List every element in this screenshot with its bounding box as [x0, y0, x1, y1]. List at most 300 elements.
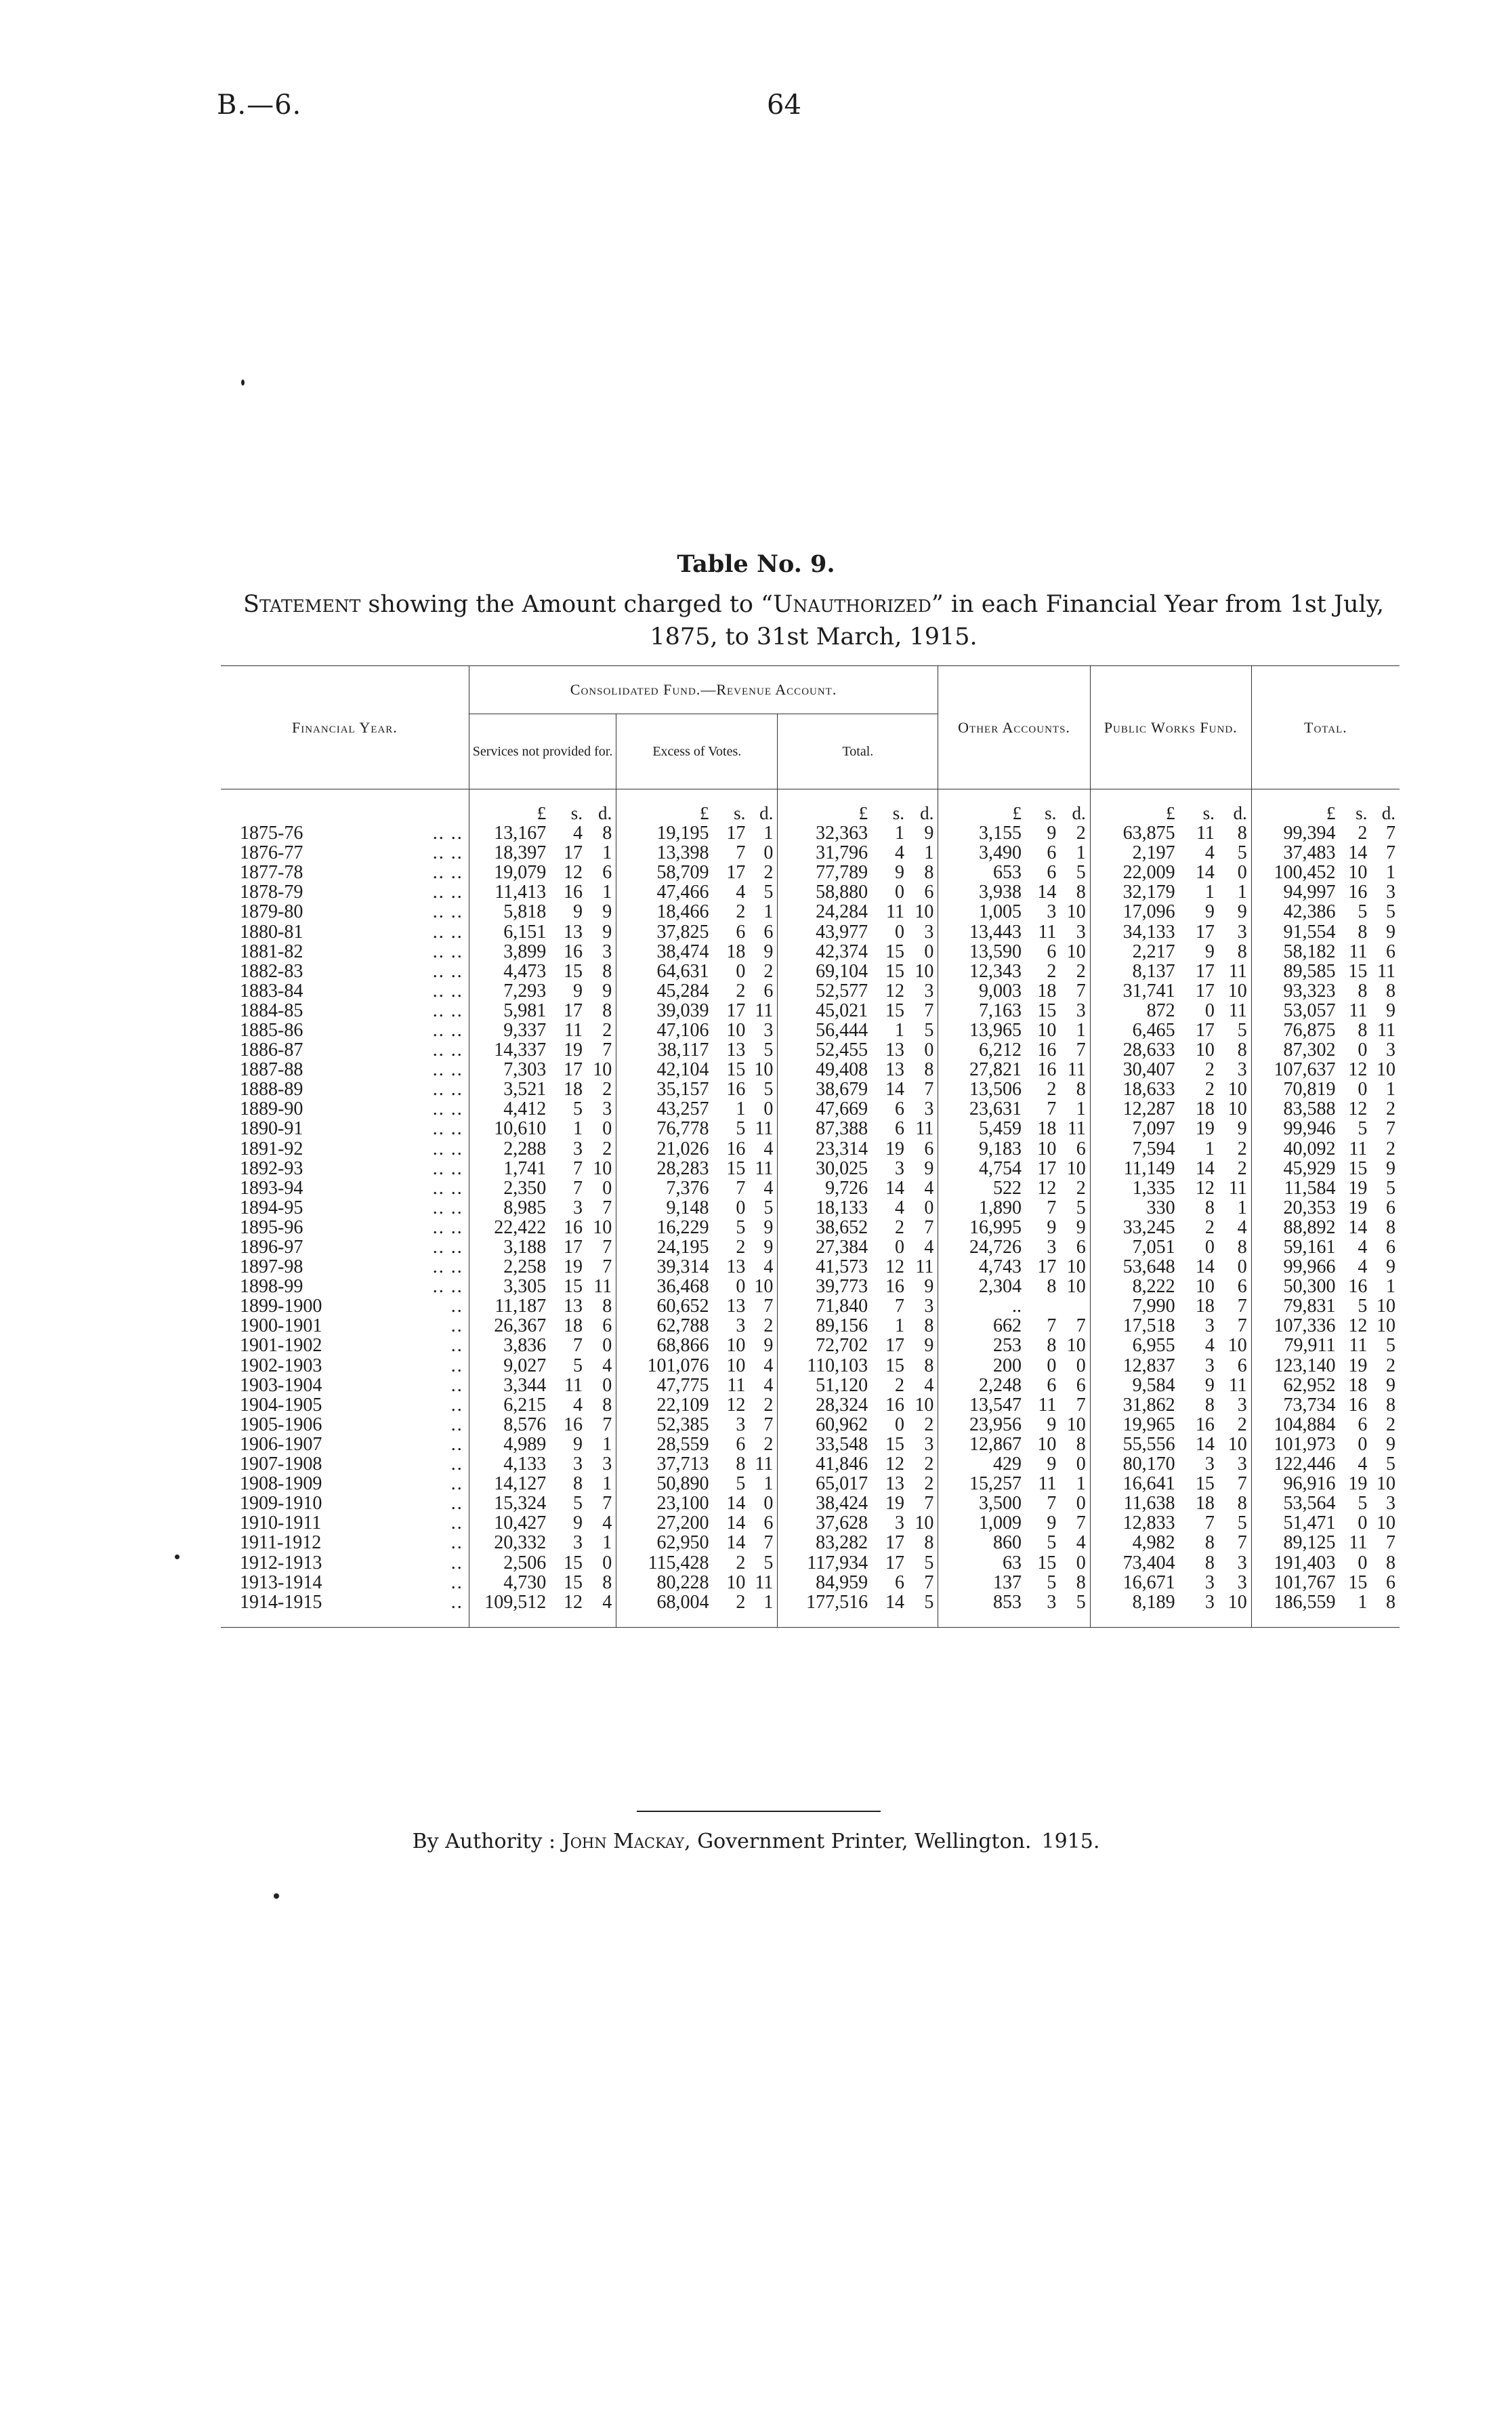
subtitle-text-after: ” in each Financial Year from 1st July, 1875, to 31st March, 1915.	[650, 591, 1385, 651]
financial-year-cell: 1886-87	[240, 1039, 303, 1061]
table-row	[221, 1435, 1400, 1454]
document-reference: B.—6.	[217, 89, 302, 121]
services-shillings-cell: 16	[563, 1414, 583, 1435]
total-cf-pence-cell: 10	[907, 1395, 938, 1415]
excess-pence-cell: 0	[748, 843, 777, 863]
total-cf-pence-cell: 0	[907, 1040, 938, 1060]
statement-table-container	[221, 665, 1400, 1748]
total-pounds-cell: 99,394	[1283, 823, 1336, 844]
other-pounds-cell: 3,938	[978, 882, 1022, 903]
services-shillings-cell: 18	[563, 1079, 583, 1100]
total-cf-pounds-cell: 87,388	[816, 1118, 868, 1140]
excess-pence-cell: 4	[748, 1178, 777, 1198]
total-pounds-cell: 59,161	[1283, 1237, 1336, 1258]
public-pence-cell: 3	[1217, 1060, 1251, 1079]
total-cf-pence-cell: 9	[907, 1277, 938, 1296]
excess-pounds-cell: 27,200	[656, 1512, 709, 1534]
total-cf-pence-cell: 6	[907, 882, 938, 902]
public-pence-cell: 3	[1217, 1395, 1251, 1415]
total-cf-shillings-cell: 19	[885, 1493, 904, 1515]
other-pounds-cell: 7,163	[978, 1000, 1022, 1021]
services-shillings-cell: 4	[572, 1394, 583, 1416]
other-pounds-cell: 63	[1002, 1552, 1022, 1573]
public-pence-cell: 5	[1217, 843, 1251, 863]
unit-shillings: s.	[570, 803, 583, 823]
total-cf-shillings-cell: 7	[894, 1296, 904, 1317]
other-pence-cell: 5	[1059, 1592, 1090, 1612]
public-pounds-cell: 12,833	[1122, 1512, 1175, 1534]
other-pounds-cell: 860	[992, 1532, 1022, 1554]
table-row	[221, 1336, 1400, 1355]
table-row	[221, 882, 1400, 902]
services-pounds-cell: 11,413	[495, 882, 547, 903]
table-end-cell	[585, 1612, 616, 1628]
total-pence-cell: 10	[1377, 1296, 1395, 1317]
total-pounds-cell: 73,734	[1283, 1394, 1336, 1416]
subtitle-lead: Statement	[243, 591, 361, 618]
other-pounds-cell: 4,754	[978, 1157, 1022, 1179]
financial-year-cell: 1890-91	[240, 1118, 303, 1140]
other-shillings-cell: 10	[1037, 1019, 1057, 1041]
excess-shillings-cell: 1	[736, 1098, 746, 1120]
services-pence-cell: 10	[585, 1159, 616, 1178]
public-pence-cell: 6	[1217, 1277, 1251, 1296]
other-pence-cell: 8	[1059, 1573, 1090, 1592]
other-pounds-cell: ..	[1011, 1296, 1022, 1317]
total-cf-shillings-cell: 15	[885, 1355, 904, 1376]
other-pounds-cell: 3,500	[978, 1493, 1022, 1515]
excess-pounds-cell: 35,157	[656, 1079, 709, 1100]
total-cf-shillings-cell: 1	[894, 1019, 904, 1041]
public-shillings-cell: 3	[1204, 1571, 1215, 1593]
other-shillings-cell: 5	[1047, 1571, 1057, 1593]
services-shillings-cell: 19	[563, 1256, 583, 1278]
total-cf-pounds-cell: 52,455	[816, 1039, 868, 1061]
services-pence-cell: 4	[585, 1513, 616, 1533]
other-pence-cell: 8	[1059, 1079, 1090, 1099]
excess-shillings-cell: 14	[726, 1532, 746, 1554]
total-cf-pounds-cell: 65,017	[816, 1473, 868, 1495]
total-cf-pounds-cell: 117,934	[807, 1552, 868, 1573]
services-shillings-cell: 12	[563, 862, 583, 884]
services-pounds-cell: 6,151	[503, 921, 547, 943]
excess-pence-cell: 9	[748, 1237, 777, 1257]
unit-pence: d.	[1381, 803, 1395, 823]
public-pence-cell: 7	[1217, 1533, 1251, 1552]
public-pounds-cell: 6,465	[1132, 1019, 1175, 1041]
other-shillings-cell: 7	[1047, 1098, 1057, 1120]
public-shillings-cell: 12	[1195, 1177, 1215, 1199]
leader-dots: .. ..	[329, 823, 469, 843]
services-shillings-cell: 17	[563, 1000, 583, 1021]
table-row	[221, 1376, 1400, 1395]
table-row	[221, 1415, 1400, 1435]
total-cf-pounds-cell: 18,133	[816, 1197, 868, 1218]
total-cf-pence-cell: 3	[907, 1296, 938, 1316]
excess-pounds-cell: 28,283	[656, 1157, 709, 1179]
table-row	[221, 1316, 1400, 1336]
header-services-not-provided: Services not provided for.	[469, 714, 616, 789]
total-cf-shillings-cell: 13	[885, 1059, 904, 1081]
other-pounds-cell: 13,965	[969, 1019, 1022, 1041]
other-pounds-cell: 5,459	[978, 1118, 1022, 1140]
public-shillings-cell: 3	[1204, 1315, 1215, 1337]
total-cf-pounds-cell: 56,444	[816, 1019, 868, 1041]
financial-year-cell: 1907-1908	[240, 1454, 322, 1475]
excess-pounds-cell: 37,713	[656, 1454, 709, 1475]
financial-year-cell: 1884-85	[240, 1000, 303, 1021]
excess-pounds-cell: 19,195	[656, 823, 709, 844]
services-pounds-cell: 20,332	[494, 1532, 547, 1554]
leader-dots: ..	[329, 1592, 469, 1612]
services-pence-cell: 7	[585, 1494, 616, 1513]
leader-dots: ..	[329, 1494, 469, 1513]
public-pence-cell: 8	[1217, 1237, 1251, 1257]
leader-dots: .. ..	[329, 981, 469, 1001]
excess-pence-cell: 10	[748, 1277, 777, 1296]
header-excess-of-votes: Excess of Votes.	[616, 714, 778, 789]
table-row	[221, 1178, 1400, 1198]
total-cf-shillings-cell: 19	[885, 1138, 904, 1159]
excess-pence-cell: 9	[748, 1336, 777, 1355]
other-pounds-cell: 16,995	[969, 1216, 1022, 1238]
excess-pounds-cell: 80,228	[656, 1571, 709, 1593]
other-shillings-cell: 2	[1047, 1079, 1057, 1100]
other-pence-cell: 1	[1059, 1099, 1090, 1119]
table-end-cell	[469, 1612, 554, 1628]
total-pence-cell: 2	[1386, 1355, 1395, 1376]
services-pence-cell: 8	[585, 962, 616, 981]
services-pence-cell: 7	[585, 1237, 616, 1257]
services-shillings-cell: 7	[572, 1335, 583, 1357]
total-cf-pounds-cell: 52,577	[816, 980, 868, 1002]
table-end-cell	[748, 1612, 777, 1628]
total-cf-shillings-cell: 17	[885, 1532, 904, 1554]
excess-pence-cell: 1	[748, 823, 777, 843]
excess-pence-cell: 11	[748, 1119, 777, 1138]
total-cf-pounds-cell: 89,156	[816, 1315, 868, 1337]
total-pence-cell: 8	[1386, 980, 1395, 1002]
total-shillings-cell: 16	[1348, 1394, 1368, 1416]
excess-shillings-cell: 10	[726, 1019, 746, 1041]
services-shillings-cell: 16	[563, 1216, 583, 1238]
table-row	[221, 942, 1400, 962]
table-end-cell	[907, 1612, 938, 1628]
total-cf-pounds-cell: 28,324	[816, 1394, 868, 1416]
total-pounds-cell: 62,952	[1283, 1374, 1336, 1396]
public-shillings-cell: 19	[1195, 1118, 1215, 1140]
public-pence-cell: 2	[1217, 1159, 1251, 1178]
excess-pence-cell: 2	[748, 1395, 777, 1415]
excess-shillings-cell: 17	[726, 823, 746, 844]
leader-dots: ..	[329, 1533, 469, 1552]
financial-year-cell: 1881-82	[240, 941, 303, 962]
total-cf-pounds-cell: 43,977	[816, 921, 868, 943]
table-end-cell	[938, 1612, 1030, 1628]
table-end-cell	[876, 1612, 907, 1628]
public-shillings-cell: 1	[1204, 1138, 1215, 1159]
total-pounds-cell: 83,588	[1283, 1098, 1336, 1120]
public-shillings-cell: 17	[1195, 980, 1215, 1002]
total-pence-cell: 2	[1386, 1138, 1395, 1159]
total-shillings-cell: 2	[1358, 823, 1368, 844]
total-pence-cell: 8	[1386, 1552, 1395, 1573]
public-shillings-cell: 0	[1204, 1237, 1215, 1258]
services-shillings-cell: 15	[563, 1571, 583, 1593]
total-cf-pence-cell: 4	[907, 1178, 938, 1198]
services-pounds-cell: 15,324	[494, 1493, 547, 1515]
total-cf-pounds-cell: 177,516	[806, 1591, 868, 1613]
header-consolidated-total: Total.	[778, 714, 938, 789]
total-cf-shillings-cell: 14	[885, 1079, 904, 1100]
table-end-cell	[1343, 1612, 1370, 1628]
other-shillings-cell: 9	[1047, 1414, 1057, 1435]
services-pounds-cell: 6,215	[503, 1394, 547, 1416]
public-pounds-cell: 16,641	[1122, 1473, 1175, 1495]
public-pounds-cell: 7,990	[1132, 1296, 1175, 1317]
total-cf-pounds-cell: 33,548	[816, 1433, 868, 1455]
total-cf-shillings-cell: 13	[885, 1039, 904, 1061]
excess-pounds-cell: 21,026	[656, 1138, 709, 1159]
services-pence-cell: 1	[585, 1474, 616, 1494]
other-pounds-cell: 429	[992, 1454, 1022, 1475]
other-pence-cell: 1	[1059, 1021, 1090, 1040]
services-shillings-cell: 9	[572, 901, 583, 923]
total-cf-pence-cell: 7	[907, 1218, 938, 1237]
services-pounds-cell: 3,521	[503, 1079, 547, 1100]
excess-pounds-cell: 47,775	[656, 1374, 709, 1396]
other-pounds-cell: 12,867	[969, 1433, 1022, 1455]
public-shillings-cell: 17	[1195, 921, 1215, 943]
public-pence-cell: 3	[1217, 1454, 1251, 1474]
public-pounds-cell: 872	[1146, 1000, 1175, 1021]
leader-dots: ..	[329, 1435, 469, 1454]
other-shillings-cell: 8	[1047, 1276, 1057, 1298]
table-row	[221, 1198, 1400, 1218]
services-pence-cell: 10	[585, 1218, 616, 1237]
total-cf-pence-cell: 4	[907, 1376, 938, 1395]
excess-shillings-cell: 10	[726, 1355, 746, 1376]
services-pence-cell: 0	[585, 1336, 616, 1355]
leader-dots: .. ..	[329, 1139, 469, 1159]
total-pounds-cell: 101,973	[1274, 1433, 1336, 1455]
total-cf-pounds-cell: 23,314	[816, 1138, 868, 1159]
unit-shillings: s.	[734, 803, 746, 823]
excess-pounds-cell: 28,559	[656, 1433, 709, 1455]
total-cf-shillings-cell: 15	[885, 960, 904, 982]
financial-year-cell: 1893-94	[240, 1177, 303, 1199]
excess-shillings-cell: 2	[736, 1552, 746, 1573]
excess-shillings-cell: 13	[726, 1256, 746, 1278]
total-pence-cell: 11	[1377, 960, 1395, 982]
other-pounds-cell: 137	[992, 1571, 1022, 1593]
total-cf-shillings-cell: 13	[885, 1473, 904, 1495]
leader-dots: ..	[329, 1573, 469, 1592]
services-pence-cell: 7	[585, 1198, 616, 1218]
excess-pence-cell: 11	[748, 1454, 777, 1474]
total-pounds-cell: 50,300	[1283, 1276, 1336, 1298]
services-shillings-cell: 3	[572, 1197, 583, 1218]
services-pence-cell: 1	[585, 843, 616, 863]
other-shillings-cell: 5	[1047, 1532, 1057, 1554]
financial-year-cell: 1880-81	[240, 921, 303, 943]
other-pence-cell: 7	[1059, 1040, 1090, 1060]
services-shillings-cell: 8	[572, 1473, 583, 1495]
excess-pence-cell: 10	[748, 1060, 777, 1079]
financial-year-cell: 1899-1900	[240, 1296, 322, 1317]
services-pence-cell: 8	[585, 1395, 616, 1415]
total-pounds-cell: 99,946	[1283, 1118, 1336, 1140]
total-cf-pence-cell: 9	[907, 823, 938, 843]
total-cf-shillings-cell: 3	[894, 1512, 904, 1534]
public-shillings-cell: 8	[1204, 1197, 1215, 1218]
total-cf-pence-cell: 0	[907, 942, 938, 962]
total-cf-pence-cell: 0	[907, 1198, 938, 1218]
public-pence-cell: 11	[1217, 1178, 1251, 1198]
unit-pound: £	[537, 803, 547, 823]
header-total: Total.	[1251, 666, 1400, 789]
other-shillings-cell: 11	[1038, 1473, 1057, 1495]
table-row	[221, 1021, 1400, 1040]
other-shillings-cell: 15	[1037, 1000, 1057, 1021]
public-pounds-cell: 53,648	[1122, 1256, 1175, 1278]
total-pounds-cell: 88,892	[1283, 1216, 1336, 1238]
total-cf-shillings-cell: 6	[894, 1118, 904, 1140]
services-pounds-cell: 18,397	[494, 842, 547, 864]
public-pence-cell: 2	[1217, 1139, 1251, 1159]
excess-pounds-cell: 62,950	[656, 1532, 709, 1554]
total-pence-cell: 9	[1386, 921, 1395, 943]
financial-year-cell: 1904-1905	[240, 1394, 322, 1416]
services-shillings-cell: 17	[563, 1237, 583, 1258]
total-pence-cell: 7	[1386, 1118, 1395, 1140]
excess-shillings-cell: 16	[726, 1138, 746, 1159]
services-pence-cell: 2	[585, 1139, 616, 1159]
other-shillings-cell: 3	[1047, 901, 1057, 923]
total-shillings-cell: 19	[1348, 1355, 1368, 1376]
excess-pounds-cell: 39,039	[656, 1000, 709, 1021]
total-shillings-cell: 14	[1348, 1216, 1368, 1238]
other-shillings-cell: 7	[1047, 1197, 1057, 1218]
other-pence-cell: 11	[1059, 1119, 1090, 1138]
total-cf-pounds-cell: 49,408	[816, 1059, 868, 1081]
total-pounds-cell: 51,471	[1283, 1512, 1336, 1534]
services-pounds-cell: 14,337	[494, 1039, 547, 1061]
excess-pounds-cell: 42,104	[656, 1059, 709, 1081]
services-pounds-cell: 26,367	[494, 1315, 547, 1337]
other-pence-cell: 6	[1059, 1376, 1090, 1395]
services-shillings-cell: 16	[563, 882, 583, 903]
unit-pence: d.	[907, 789, 938, 824]
excess-shillings-cell: 3	[736, 1414, 746, 1435]
public-pence-cell: 3	[1217, 1573, 1251, 1592]
public-pounds-cell: 2,217	[1132, 941, 1175, 962]
public-pence-cell: 8	[1217, 1494, 1251, 1513]
total-shillings-cell: 11	[1349, 1335, 1368, 1357]
services-pounds-cell: 4,730	[503, 1571, 547, 1593]
subtitle-text-before: showing the Amount charged to “	[368, 591, 774, 618]
public-pounds-cell: 31,741	[1122, 980, 1175, 1002]
table-end-cell	[1090, 1612, 1183, 1628]
other-pence-cell: 10	[1059, 1277, 1090, 1296]
public-shillings-cell: 2	[1204, 1059, 1215, 1081]
units-year-cell	[221, 789, 469, 824]
total-cf-shillings-cell: 0	[894, 1237, 904, 1258]
services-pounds-cell: 4,133	[503, 1454, 547, 1475]
public-pence-cell: 9	[1217, 1119, 1251, 1138]
public-shillings-cell: 18	[1195, 1493, 1215, 1515]
table-end-row	[221, 1612, 1400, 1628]
total-shillings-cell: 5	[1358, 1296, 1368, 1317]
public-pence-cell: 5	[1217, 1021, 1251, 1040]
total-pence-cell: 5	[1386, 901, 1395, 923]
other-pounds-cell: 253	[992, 1335, 1022, 1357]
total-cf-pounds-cell: 41,846	[816, 1454, 868, 1475]
total-cf-pounds-cell: 77,789	[816, 862, 868, 884]
services-pounds-cell: 5,818	[503, 901, 547, 923]
other-pence-cell: 6	[1059, 1139, 1090, 1159]
excess-pence-cell: 7	[748, 1296, 777, 1316]
services-pence-cell: 0	[585, 1178, 616, 1198]
table-end-cell	[1251, 1612, 1343, 1628]
financial-year-cell: 1912-1913	[240, 1552, 322, 1573]
services-shillings-cell: 17	[563, 1059, 583, 1081]
total-pounds-cell: 107,336	[1274, 1315, 1336, 1337]
services-pounds-cell: 2,506	[503, 1552, 547, 1573]
financial-year-cell: 1875-76	[240, 823, 303, 844]
leader-dots: ..	[329, 1356, 469, 1376]
public-shillings-cell: 2	[1204, 1079, 1215, 1100]
total-cf-pence-cell: 2	[907, 1415, 938, 1435]
total-cf-pence-cell: 8	[907, 1533, 938, 1552]
financial-year-cell: 1903-1904	[240, 1374, 322, 1396]
excess-shillings-cell: 10	[726, 1571, 746, 1593]
print-speck	[241, 379, 245, 386]
services-pence-cell: 8	[585, 1001, 616, 1021]
leader-dots: ..	[329, 1474, 469, 1494]
total-cf-pounds-cell: 38,679	[816, 1079, 868, 1100]
table-row	[221, 1159, 1400, 1178]
header-financial-year: Financial Year.	[221, 666, 469, 789]
total-shillings-cell: 6	[1358, 1414, 1368, 1435]
total-cf-pence-cell: 5	[907, 1592, 938, 1612]
subtitle-emphasis: Unauthorized	[773, 591, 931, 618]
table-end-cell	[1183, 1612, 1217, 1628]
services-shillings-cell: 3	[572, 1454, 583, 1475]
public-pounds-cell: 63,875	[1122, 823, 1175, 844]
excess-pounds-cell: 68,004	[656, 1591, 709, 1613]
table-end-cell	[1217, 1612, 1251, 1628]
units-row	[221, 789, 1400, 824]
total-pence-cell: 9	[1386, 1157, 1395, 1179]
total-pounds-cell: 89,585	[1283, 960, 1336, 982]
public-pence-cell: 2	[1217, 1415, 1251, 1435]
services-pence-cell: 4	[585, 1356, 616, 1376]
public-pounds-cell: 31,862	[1122, 1394, 1175, 1416]
table-row	[221, 1060, 1400, 1079]
total-shillings-cell: 11	[1349, 1000, 1368, 1021]
excess-pounds-cell: 7,376	[666, 1177, 709, 1199]
total-cf-pounds-cell: 42,374	[816, 941, 868, 962]
table-row	[221, 1454, 1400, 1474]
excess-shillings-cell: 8	[736, 1454, 746, 1475]
services-shillings-cell: 11	[564, 1019, 583, 1041]
services-shillings-cell: 3	[572, 1532, 583, 1554]
public-shillings-cell: 9	[1204, 1374, 1215, 1396]
total-cf-pounds-cell: 38,424	[816, 1493, 868, 1515]
services-pounds-cell: 3,899	[503, 941, 547, 962]
excess-shillings-cell: 16	[726, 1079, 746, 1100]
